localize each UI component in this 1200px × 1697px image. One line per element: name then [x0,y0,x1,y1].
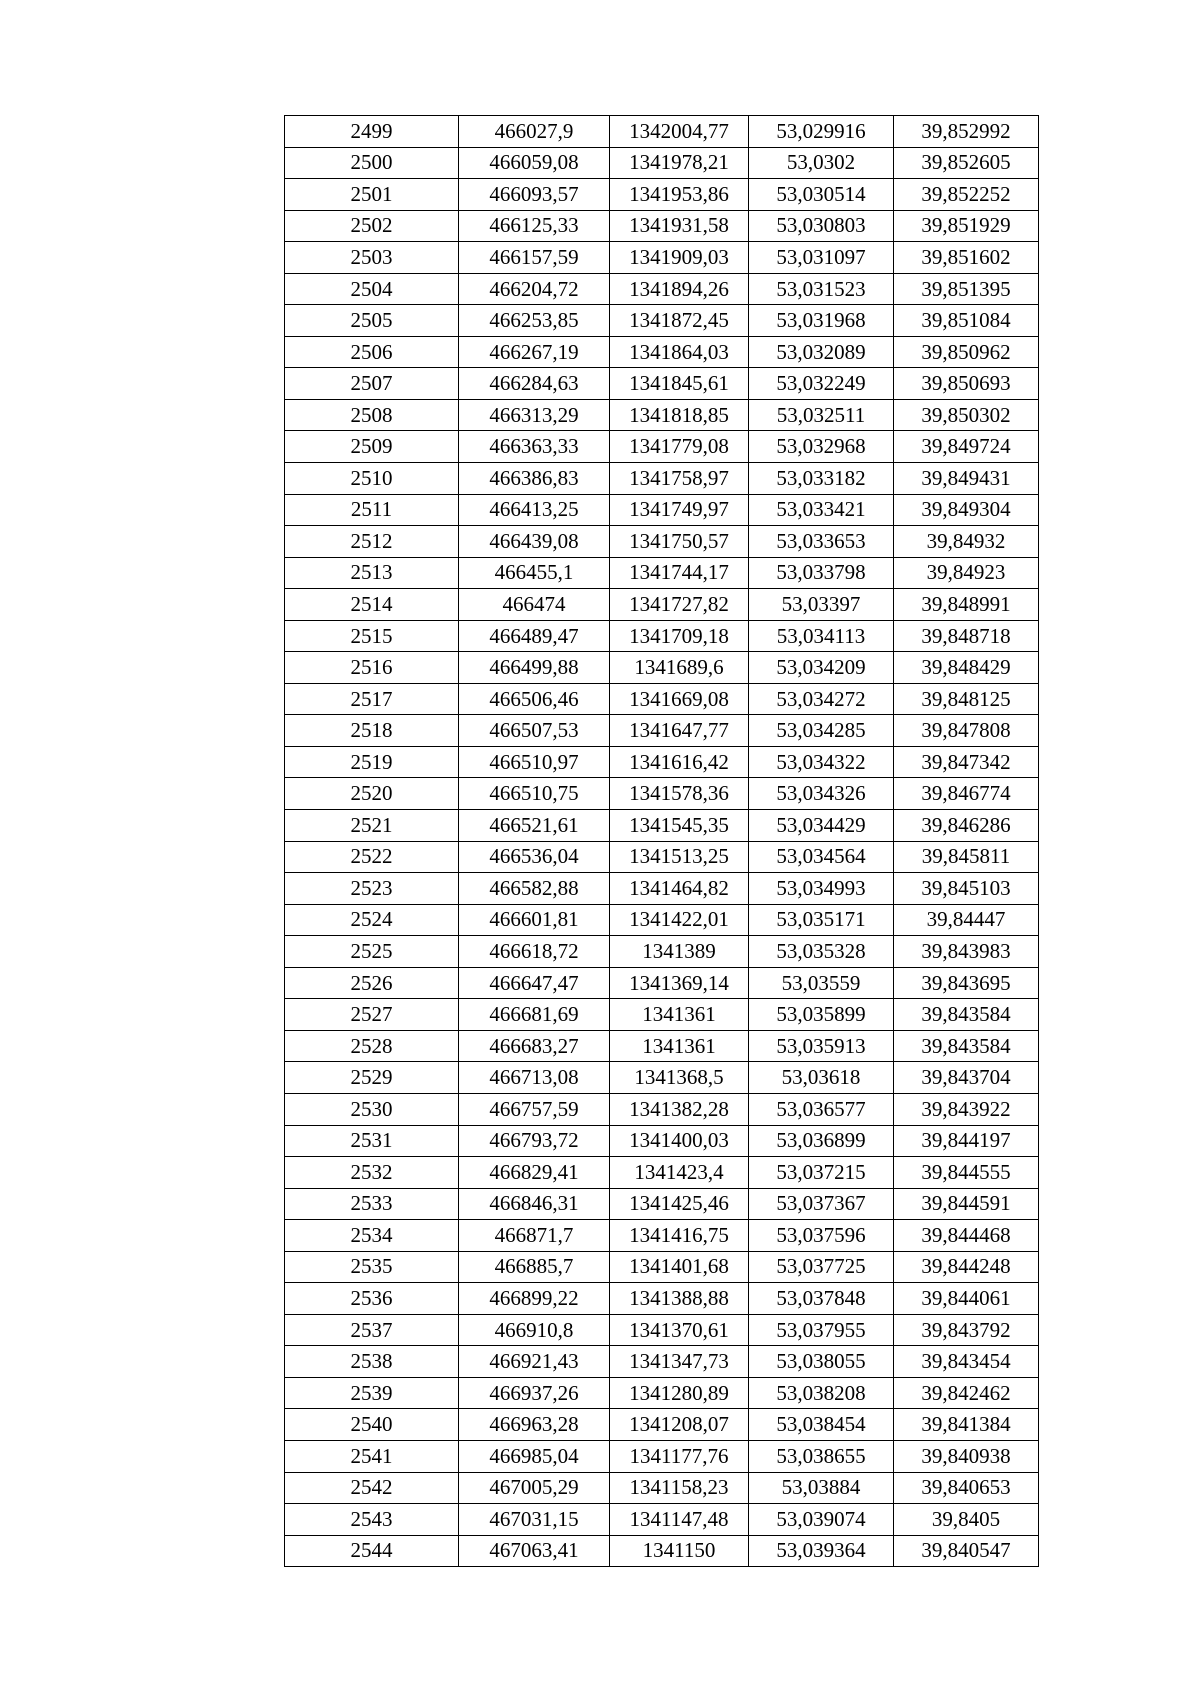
longitude-cell: 39,840653 [894,1472,1039,1504]
longitude-cell: 39,850693 [894,368,1039,400]
latitude-cell: 53,03559 [749,967,894,999]
point-number-cell: 2501 [285,179,459,211]
table-row [285,399,1039,431]
y-coordinate-cell: 1341578,36 [610,778,749,810]
y-coordinate-cell: 1341388,88 [610,1283,749,1315]
y-coordinate-cell: 1341208,07 [610,1409,749,1441]
y-coordinate-cell: 1341464,82 [610,873,749,905]
x-coordinate-cell: 466536,04 [459,841,610,873]
longitude-cell: 39,848991 [894,589,1039,621]
latitude-cell: 53,035899 [749,999,894,1031]
x-coordinate-cell: 466647,47 [459,967,610,999]
latitude-cell: 53,034209 [749,652,894,684]
x-coordinate-cell: 466267,19 [459,336,610,368]
x-coordinate-cell: 466618,72 [459,936,610,968]
table-row [285,494,1039,526]
point-number-cell: 2534 [285,1220,459,1252]
table-row [285,336,1039,368]
latitude-cell: 53,03397 [749,589,894,621]
latitude-cell: 53,033421 [749,494,894,526]
latitude-cell: 53,032968 [749,431,894,463]
point-number-cell: 2503 [285,242,459,274]
point-number-cell: 2544 [285,1535,459,1567]
point-number-cell: 2513 [285,557,459,589]
point-number-cell: 2519 [285,746,459,778]
latitude-cell: 53,034429 [749,810,894,842]
y-coordinate-cell: 1341744,17 [610,557,749,589]
table-row [285,1472,1039,1504]
y-coordinate-cell: 1341513,25 [610,841,749,873]
latitude-cell: 53,030803 [749,210,894,242]
table-row [285,715,1039,747]
longitude-cell: 39,841384 [894,1409,1039,1441]
point-number-cell: 2535 [285,1251,459,1283]
y-coordinate-cell: 1341758,97 [610,463,749,495]
x-coordinate-cell: 466507,53 [459,715,610,747]
point-number-cell: 2505 [285,305,459,337]
point-number-cell: 2526 [285,967,459,999]
y-coordinate-cell: 1341779,08 [610,431,749,463]
table-row [285,683,1039,715]
latitude-cell: 53,036899 [749,1125,894,1157]
x-coordinate-cell: 467031,15 [459,1504,610,1536]
table-row [285,904,1039,936]
point-number-cell: 2504 [285,273,459,305]
point-number-cell: 2521 [285,810,459,842]
x-coordinate-cell: 466793,72 [459,1125,610,1157]
table-row [285,841,1039,873]
table-row [285,1157,1039,1189]
x-coordinate-cell: 466059,08 [459,147,610,179]
point-number-cell: 2500 [285,147,459,179]
latitude-cell: 53,034993 [749,873,894,905]
x-coordinate-cell: 467005,29 [459,1472,610,1504]
y-coordinate-cell: 1341158,23 [610,1472,749,1504]
y-coordinate-cell: 1341864,03 [610,336,749,368]
longitude-cell: 39,843454 [894,1346,1039,1378]
longitude-cell: 39,847808 [894,715,1039,747]
latitude-cell: 53,037725 [749,1251,894,1283]
point-number-cell: 2516 [285,652,459,684]
x-coordinate-cell: 466921,43 [459,1346,610,1378]
coordinates-table [284,115,1039,1567]
table-row [285,1314,1039,1346]
y-coordinate-cell: 1341669,08 [610,683,749,715]
latitude-cell: 53,033798 [749,557,894,589]
latitude-cell: 53,034285 [749,715,894,747]
longitude-cell: 39,840547 [894,1535,1039,1567]
longitude-cell: 39,849724 [894,431,1039,463]
longitude-cell: 39,844197 [894,1125,1039,1157]
y-coordinate-cell: 1341909,03 [610,242,749,274]
y-coordinate-cell: 1341749,97 [610,494,749,526]
table-row [285,147,1039,179]
longitude-cell: 39,842462 [894,1377,1039,1409]
x-coordinate-cell: 466899,22 [459,1283,610,1315]
y-coordinate-cell: 1341370,61 [610,1314,749,1346]
x-coordinate-cell: 467063,41 [459,1535,610,1567]
x-coordinate-cell: 466510,97 [459,746,610,778]
latitude-cell: 53,038454 [749,1409,894,1441]
point-number-cell: 2527 [285,999,459,1031]
x-coordinate-cell: 466871,7 [459,1220,610,1252]
point-number-cell: 2525 [285,936,459,968]
latitude-cell: 53,038055 [749,1346,894,1378]
point-number-cell: 2512 [285,526,459,558]
point-number-cell: 2542 [285,1472,459,1504]
longitude-cell: 39,848125 [894,683,1039,715]
x-coordinate-cell: 466713,08 [459,1062,610,1094]
latitude-cell: 53,035328 [749,936,894,968]
y-coordinate-cell: 1341953,86 [610,179,749,211]
table-row [285,810,1039,842]
y-coordinate-cell: 1341369,14 [610,967,749,999]
table-row [285,305,1039,337]
x-coordinate-cell: 466582,88 [459,873,610,905]
y-coordinate-cell: 1341400,03 [610,1125,749,1157]
x-coordinate-cell: 466499,88 [459,652,610,684]
point-number-cell: 2531 [285,1125,459,1157]
table-row [285,179,1039,211]
longitude-cell: 39,846286 [894,810,1039,842]
longitude-cell: 39,845811 [894,841,1039,873]
x-coordinate-cell: 466910,8 [459,1314,610,1346]
table-row [285,1346,1039,1378]
y-coordinate-cell: 1341616,42 [610,746,749,778]
longitude-cell: 39,850302 [894,399,1039,431]
x-coordinate-cell: 466455,1 [459,557,610,589]
latitude-cell: 53,035171 [749,904,894,936]
latitude-cell: 53,03618 [749,1062,894,1094]
longitude-cell: 39,851929 [894,210,1039,242]
y-coordinate-cell: 1342004,77 [610,116,749,148]
table-row [285,557,1039,589]
latitude-cell: 53,029916 [749,116,894,148]
point-number-cell: 2533 [285,1188,459,1220]
point-number-cell: 2529 [285,1062,459,1094]
table-row [285,873,1039,905]
longitude-cell: 39,852252 [894,179,1039,211]
latitude-cell: 53,037215 [749,1157,894,1189]
table-row [285,431,1039,463]
y-coordinate-cell: 1341709,18 [610,620,749,652]
y-coordinate-cell: 1341150 [610,1535,749,1567]
table-row [285,210,1039,242]
latitude-cell: 53,030514 [749,179,894,211]
x-coordinate-cell: 466125,33 [459,210,610,242]
point-number-cell: 2538 [285,1346,459,1378]
x-coordinate-cell: 466829,41 [459,1157,610,1189]
y-coordinate-cell: 1341401,68 [610,1251,749,1283]
point-number-cell: 2499 [285,116,459,148]
x-coordinate-cell: 466093,57 [459,179,610,211]
latitude-cell: 53,034113 [749,620,894,652]
latitude-cell: 53,037596 [749,1220,894,1252]
y-coordinate-cell: 1341422,01 [610,904,749,936]
latitude-cell: 53,033182 [749,463,894,495]
latitude-cell: 53,037367 [749,1188,894,1220]
x-coordinate-cell: 466439,08 [459,526,610,558]
table-row [285,746,1039,778]
latitude-cell: 53,034322 [749,746,894,778]
x-coordinate-cell: 466963,28 [459,1409,610,1441]
table-row [285,463,1039,495]
longitude-cell: 39,851602 [894,242,1039,274]
latitude-cell: 53,032511 [749,399,894,431]
longitude-cell: 39,844555 [894,1157,1039,1189]
point-number-cell: 2515 [285,620,459,652]
longitude-cell: 39,844061 [894,1283,1039,1315]
longitude-cell: 39,852605 [894,147,1039,179]
longitude-cell: 39,840938 [894,1440,1039,1472]
table-row [285,1220,1039,1252]
longitude-cell: 39,852992 [894,116,1039,148]
longitude-cell: 39,849304 [894,494,1039,526]
latitude-cell: 53,037848 [749,1283,894,1315]
point-number-cell: 2510 [285,463,459,495]
point-number-cell: 2507 [285,368,459,400]
y-coordinate-cell: 1341689,6 [610,652,749,684]
y-coordinate-cell: 1341545,35 [610,810,749,842]
latitude-cell: 53,031968 [749,305,894,337]
longitude-cell: 39,84923 [894,557,1039,589]
latitude-cell: 53,033653 [749,526,894,558]
x-coordinate-cell: 466681,69 [459,999,610,1031]
table-row [285,1030,1039,1062]
x-coordinate-cell: 466027,9 [459,116,610,148]
table-row [285,620,1039,652]
latitude-cell: 53,038208 [749,1377,894,1409]
x-coordinate-cell: 466985,04 [459,1440,610,1472]
x-coordinate-cell: 466313,29 [459,399,610,431]
table-row [285,1377,1039,1409]
x-coordinate-cell: 466506,46 [459,683,610,715]
y-coordinate-cell: 1341347,73 [610,1346,749,1378]
x-coordinate-cell: 466757,59 [459,1093,610,1125]
x-coordinate-cell: 466510,75 [459,778,610,810]
point-number-cell: 2520 [285,778,459,810]
latitude-cell: 53,03884 [749,1472,894,1504]
x-coordinate-cell: 466521,61 [459,810,610,842]
table-row [285,368,1039,400]
point-number-cell: 2508 [285,399,459,431]
table-row [285,1504,1039,1536]
longitude-cell: 39,84447 [894,904,1039,936]
y-coordinate-cell: 1341872,45 [610,305,749,337]
y-coordinate-cell: 1341368,5 [610,1062,749,1094]
latitude-cell: 53,039074 [749,1504,894,1536]
latitude-cell: 53,031097 [749,242,894,274]
longitude-cell: 39,843922 [894,1093,1039,1125]
latitude-cell: 53,034564 [749,841,894,873]
longitude-cell: 39,843584 [894,1030,1039,1062]
longitude-cell: 39,844248 [894,1251,1039,1283]
y-coordinate-cell: 1341727,82 [610,589,749,621]
x-coordinate-cell: 466363,33 [459,431,610,463]
x-coordinate-cell: 466683,27 [459,1030,610,1062]
point-number-cell: 2536 [285,1283,459,1315]
longitude-cell: 39,843983 [894,936,1039,968]
longitude-cell: 39,850962 [894,336,1039,368]
y-coordinate-cell: 1341177,76 [610,1440,749,1472]
longitude-cell: 39,848429 [894,652,1039,684]
table-row [285,273,1039,305]
longitude-cell: 39,847342 [894,746,1039,778]
longitude-cell: 39,843792 [894,1314,1039,1346]
y-coordinate-cell: 1341382,28 [610,1093,749,1125]
latitude-cell: 53,039364 [749,1535,894,1567]
latitude-cell: 53,032089 [749,336,894,368]
longitude-cell: 39,843584 [894,999,1039,1031]
latitude-cell: 53,031523 [749,273,894,305]
latitude-cell: 53,032249 [749,368,894,400]
latitude-cell: 53,036577 [749,1093,894,1125]
point-number-cell: 2506 [285,336,459,368]
point-number-cell: 2540 [285,1409,459,1441]
x-coordinate-cell: 466253,85 [459,305,610,337]
y-coordinate-cell: 1341425,46 [610,1188,749,1220]
longitude-cell: 39,844591 [894,1188,1039,1220]
table-row [285,1188,1039,1220]
x-coordinate-cell: 466489,47 [459,620,610,652]
latitude-cell: 53,034272 [749,683,894,715]
x-coordinate-cell: 466601,81 [459,904,610,936]
coordinates-table-body [285,116,1039,1567]
x-coordinate-cell: 466937,26 [459,1377,610,1409]
longitude-cell: 39,848718 [894,620,1039,652]
longitude-cell: 39,843704 [894,1062,1039,1094]
table-row [285,1251,1039,1283]
point-number-cell: 2514 [285,589,459,621]
x-coordinate-cell: 466885,7 [459,1251,610,1283]
longitude-cell: 39,844468 [894,1220,1039,1252]
table-row [285,589,1039,621]
y-coordinate-cell: 1341818,85 [610,399,749,431]
table-row [285,526,1039,558]
table-row [285,1062,1039,1094]
longitude-cell: 39,8405 [894,1504,1039,1536]
point-number-cell: 2517 [285,683,459,715]
point-number-cell: 2522 [285,841,459,873]
table-row [285,1283,1039,1315]
latitude-cell: 53,037955 [749,1314,894,1346]
y-coordinate-cell: 1341750,57 [610,526,749,558]
y-coordinate-cell: 1341423,4 [610,1157,749,1189]
point-number-cell: 2541 [285,1440,459,1472]
y-coordinate-cell: 1341647,77 [610,715,749,747]
y-coordinate-cell: 1341894,26 [610,273,749,305]
y-coordinate-cell: 1341416,75 [610,1220,749,1252]
longitude-cell: 39,843695 [894,967,1039,999]
table-row [285,652,1039,684]
table-row [285,1125,1039,1157]
longitude-cell: 39,845103 [894,873,1039,905]
y-coordinate-cell: 1341978,21 [610,147,749,179]
point-number-cell: 2528 [285,1030,459,1062]
table-row [285,1409,1039,1441]
y-coordinate-cell: 1341361 [610,1030,749,1062]
point-number-cell: 2543 [285,1504,459,1536]
point-number-cell: 2524 [285,904,459,936]
point-number-cell: 2539 [285,1377,459,1409]
x-coordinate-cell: 466846,31 [459,1188,610,1220]
latitude-cell: 53,035913 [749,1030,894,1062]
longitude-cell: 39,849431 [894,463,1039,495]
point-number-cell: 2532 [285,1157,459,1189]
point-number-cell: 2511 [285,494,459,526]
x-coordinate-cell: 466413,25 [459,494,610,526]
table-row [285,1440,1039,1472]
y-coordinate-cell: 1341845,61 [610,368,749,400]
table-row [285,1535,1039,1567]
longitude-cell: 39,84932 [894,526,1039,558]
point-number-cell: 2530 [285,1093,459,1125]
x-coordinate-cell: 466474 [459,589,610,621]
longitude-cell: 39,846774 [894,778,1039,810]
longitude-cell: 39,851395 [894,273,1039,305]
x-coordinate-cell: 466386,83 [459,463,610,495]
table-row [285,242,1039,274]
latitude-cell: 53,034326 [749,778,894,810]
x-coordinate-cell: 466204,72 [459,273,610,305]
point-number-cell: 2502 [285,210,459,242]
table-row [285,778,1039,810]
point-number-cell: 2518 [285,715,459,747]
y-coordinate-cell: 1341280,89 [610,1377,749,1409]
y-coordinate-cell: 1341361 [610,999,749,1031]
table-row [285,1093,1039,1125]
table-row [285,967,1039,999]
table-row [285,116,1039,148]
point-number-cell: 2523 [285,873,459,905]
y-coordinate-cell: 1341147,48 [610,1504,749,1536]
latitude-cell: 53,038655 [749,1440,894,1472]
y-coordinate-cell: 1341389 [610,936,749,968]
table-row [285,936,1039,968]
point-number-cell: 2537 [285,1314,459,1346]
longitude-cell: 39,851084 [894,305,1039,337]
y-coordinate-cell: 1341931,58 [610,210,749,242]
point-number-cell: 2509 [285,431,459,463]
x-coordinate-cell: 466157,59 [459,242,610,274]
latitude-cell: 53,0302 [749,147,894,179]
table-row [285,999,1039,1031]
x-coordinate-cell: 466284,63 [459,368,610,400]
